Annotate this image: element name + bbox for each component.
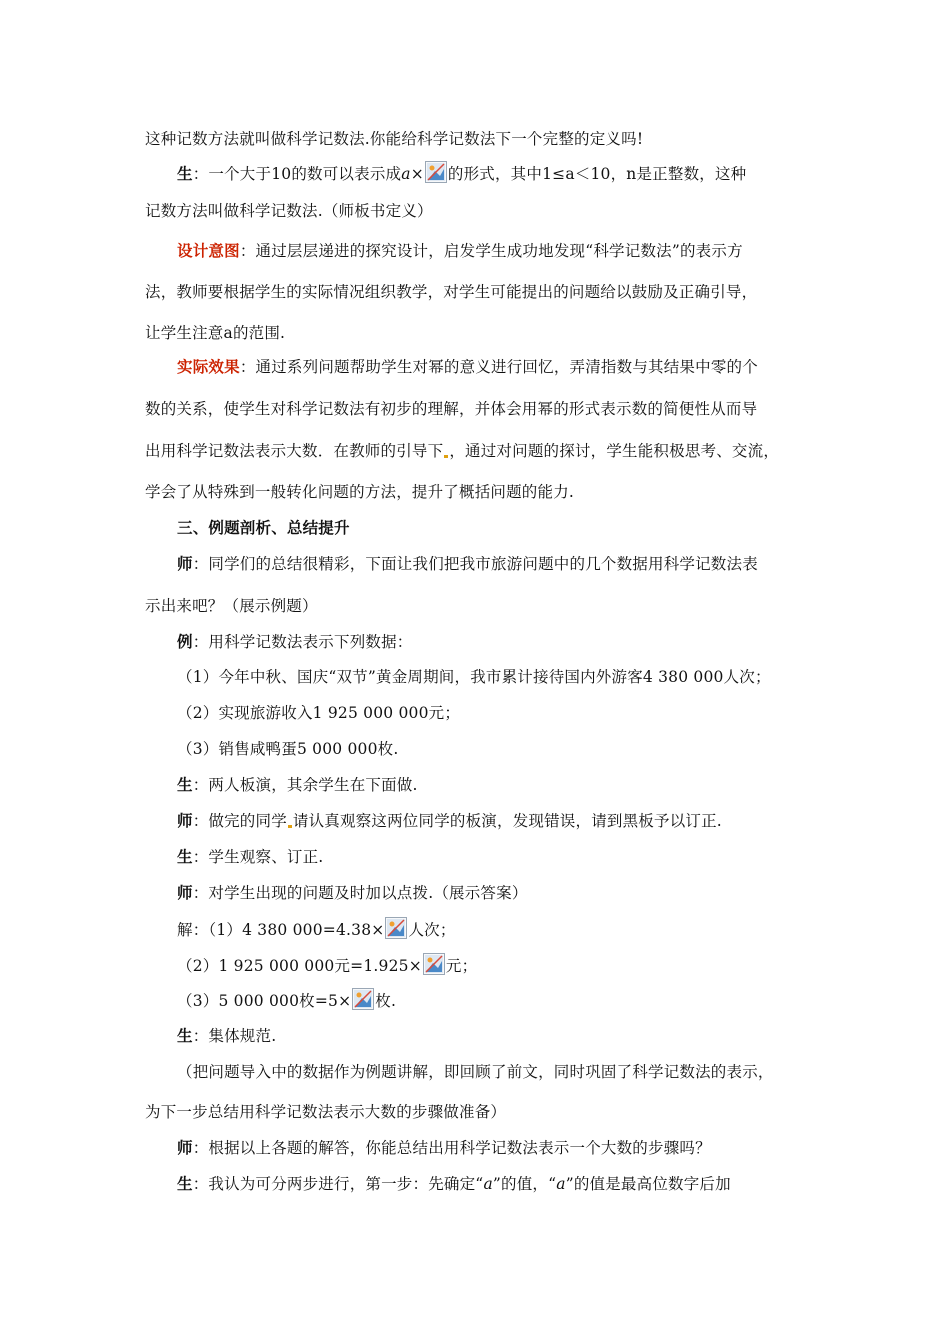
speaker-label: 生 — [177, 775, 193, 794]
paragraph-line: 例：用科学记数法表示下列数据： — [177, 632, 413, 651]
list-item: （2）实现旅游收入1 925 000 000元； — [177, 704, 461, 722]
paragraph-line: 学会了从特殊到一般转化问题的方法，提升了概括问题的能力. — [145, 483, 575, 501]
paragraph-line: 这种记数方法就叫做科学记数法.你能给科学记数法下一个完整的定义吗! — [145, 130, 644, 148]
paragraph-line: 记数方法叫做科学记数法.（师板书定义） — [145, 202, 433, 220]
paragraph-line: 生：集体规范. — [177, 1026, 277, 1045]
broken-image-icon — [385, 917, 407, 939]
example-label: 例 — [177, 632, 193, 651]
solution-line: （3）5 000 000枚=5× 枚. — [177, 988, 810, 1012]
paragraph-line: 师：根据以上各题的解答，你能总结出用科学记数法表示一个大数的步骤吗？ — [177, 1138, 711, 1157]
paragraph-line: 实际效果：通过系列问题帮助学生对幂的意义进行回忆，弄清指数与其结果中零的个 — [177, 357, 758, 376]
paragraph-line: （把问题导入中的数据作为例题讲解，即回顾了前文，同时巩固了科学记数法的表示， — [177, 1063, 774, 1081]
paragraph-line: 生：学生观察、订正. — [177, 847, 324, 866]
section-heading: 三、例题剖析、总结提升 — [177, 518, 350, 537]
design-intent-label: 设计意图 — [177, 241, 240, 260]
paragraph-line: 示出来吧？（展示例题） — [145, 597, 318, 615]
broken-image-icon — [423, 953, 445, 975]
paragraph-line: 师：做完的同学 请认真观察这两位同学的板演，发现错误，请到黑板予以订正. — [177, 811, 722, 830]
list-item: （3）销售咸鸭蛋5 000 000枚. — [177, 740, 399, 758]
paragraph-line: 让学生注意a的范围. — [145, 324, 286, 342]
paragraph-line: 设计意图：通过层层递进的探究设计，启发学生成功地发现“科学记数法”的表示方 — [177, 241, 743, 260]
speaker-label: 生 — [177, 1174, 193, 1193]
broken-image-icon — [352, 988, 374, 1010]
speaker-label: 师 — [177, 811, 193, 830]
paragraph-line: 生：我认为可分两步进行，第一步：先确定“a”的值，“a”的值是最高位数字后加 — [177, 1174, 731, 1193]
actual-effect-label: 实际效果 — [177, 357, 240, 376]
speaker-label: 师 — [177, 554, 193, 573]
paragraph-line: 生：两人板演，其余学生在下面做. — [177, 775, 418, 794]
paragraph-line: 师：同学们的总结很精彩，下面让我们把我市旅游问题中的几个数据用科学记数法表 — [177, 554, 758, 573]
paragraph-line: 数的关系，使学生对科学记数法有初步的理解，并体会用幂的形式表示数的简便性从而导 — [145, 400, 758, 418]
speaker-label: 生 — [177, 1026, 193, 1045]
speaker-label: 师 — [177, 883, 193, 902]
paragraph-line: 师：对学生出现的问题及时加以点拨.（展示答案） — [177, 883, 528, 902]
broken-image-icon — [425, 161, 447, 183]
mark-dot — [288, 825, 292, 828]
solution-line: （2）1 925 000 000元=1.925× 元； — [177, 953, 810, 977]
speaker-label: 师 — [177, 1138, 193, 1157]
speaker-label: 生 — [177, 164, 193, 183]
mark-dot — [444, 455, 448, 458]
solution-line: 解：（1）4 380 000=4.38× 人次； — [177, 917, 810, 941]
list-item: （1）今年中秋、国庆“双节”黄金周期间，我市累计接待国内外游客4 380 000人次； — [177, 668, 771, 686]
paragraph-line: 法，教师要根据学生的实际情况组织教学，对学生可能提出的问题给以鼓励及正确引导， — [145, 283, 758, 301]
speaker-label: 生 — [177, 847, 193, 866]
paragraph-line: 出用科学记数法表示大数．在教师的引导下 ，通过对问题的探讨，学生能积极思考、交流， — [145, 442, 780, 460]
paragraph-line: 生：一个大于10的数可以表示成a× 的形式，其中1≤a＜10，n是正整数，这种 — [177, 161, 810, 185]
paragraph-line: 为下一步总结用科学记数法表示大数的步骤做准备） — [145, 1103, 507, 1121]
